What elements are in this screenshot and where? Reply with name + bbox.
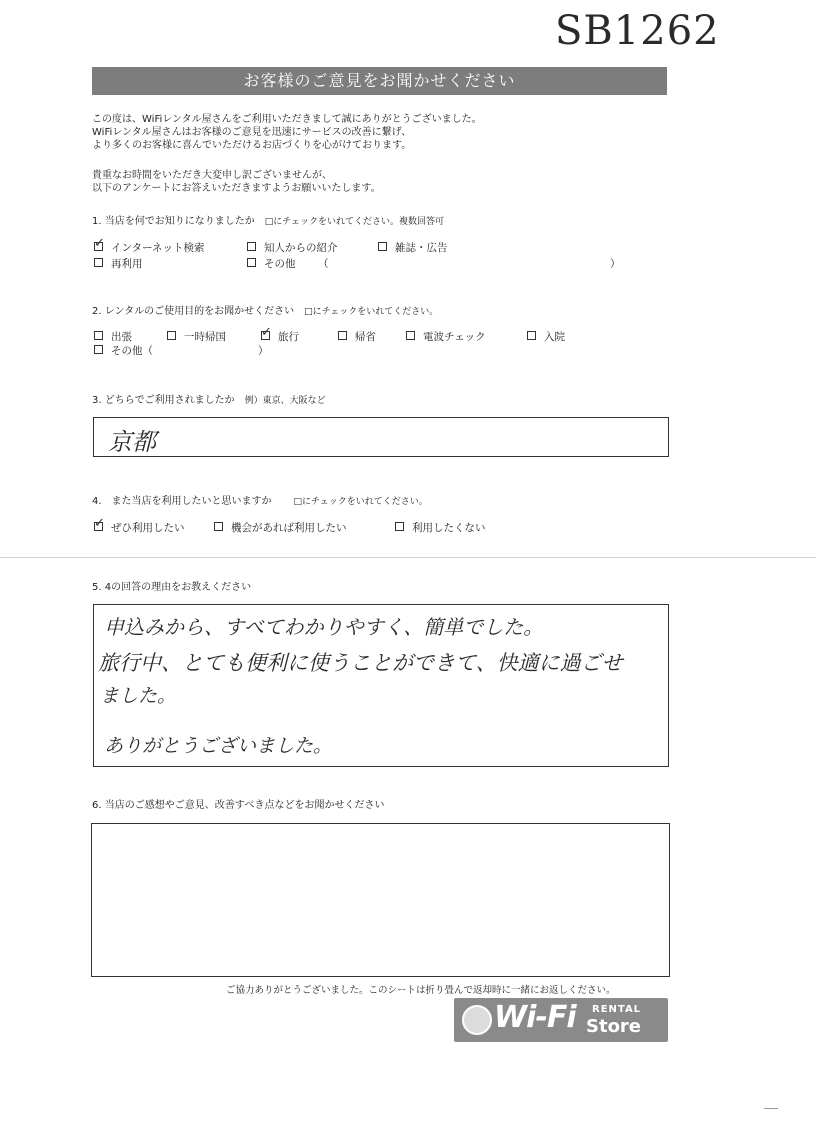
form-title: お客様のご意見をお聞かせください [92,67,667,95]
logo-store-text: Store [586,1016,642,1037]
q3-question [92,391,326,406]
q2-option-signal-check[interactable] [406,329,486,344]
q2-option-label: 電波チェック [423,331,486,343]
checkbox[interactable] [395,522,404,531]
q2-option-homecoming[interactable] [338,329,376,344]
q1-option-label: その他 [264,258,296,270]
mascot-icon [462,1005,492,1035]
q1-option-magazine[interactable] [378,240,448,255]
intro-line: より多くのお客様に喜んでいただけるお店づくりを心がけております。 [92,140,412,151]
footer-thanks: ご協力ありがとうございました。このシートは折り畳んで返却時に一緒にお返しください。 [226,985,616,996]
checkbox-checked[interactable] [94,516,105,531]
q6-question [92,796,385,811]
q5-label: 5. 4の回答の理由をお教えください [92,582,252,593]
check-mark-icon: ✓ [261,325,272,340]
serial-number: SB1262 [555,8,720,54]
intro-paragraph-2 [92,169,381,195]
intro-line: 以下のアンケートにお答えいただきますようお願いいたします。 [92,183,381,194]
q1-option-label: 再利用 [111,258,143,270]
q2-option-hospital[interactable] [527,329,565,344]
q1-option-reuse[interactable] [94,256,143,271]
q4-option-label: 利用したくない [412,522,486,534]
q2-question [92,302,438,317]
q1-question [92,212,444,227]
checkbox[interactable] [94,258,103,267]
q1-option-label: 知人からの紹介 [264,242,338,254]
q2-option-temporary-return[interactable] [167,329,226,344]
q2-option-travel[interactable] [261,325,299,344]
q2-option-label: 入院 [544,331,565,343]
checkbox[interactable] [247,258,256,267]
q1-option-internet[interactable] [94,236,205,255]
q4-option-label: ぜひ利用したい [111,522,185,534]
q5-answer-line: ました。 [100,685,177,707]
q4-note: □にチェックをいれてください。 [293,497,428,507]
intro-line: WiFiレンタル屋さんはお客様のご意見を迅速にサービスの改善に繋げ、 [92,127,412,138]
intro-line: この度は、WiFiレンタル屋さんをご利用いただきまして誠にありがとうございました。 [92,114,482,125]
wifi-rental-store-logo [454,998,668,1042]
q3-answer-text: 京都 [108,428,156,456]
fold-line [0,557,816,558]
logo-wifi-text: Wi-Fi [494,1000,576,1035]
check-mark-icon: ✓ [94,236,105,251]
q4-question [92,492,428,507]
q2-option-label: 一時帰国 [184,331,226,343]
q2-label: 2. レンタルのご使用目的をお聞かせください [92,306,295,317]
q4-option-no[interactable] [395,520,486,535]
checkbox[interactable] [167,331,176,340]
q1-option-other[interactable] [247,256,296,271]
intro-line: 貴重なお時間をいただき大変申し訳ございませんが、 [92,170,332,181]
q2-other-open-paren: （ [142,345,153,357]
q5-question [92,578,251,593]
checkbox[interactable] [338,331,347,340]
q5-answer-line: 旅行中、とても便利に使うことができて、快適に過ごせ [98,651,623,675]
q1-option-acquaintance[interactable] [247,240,338,255]
q1-option-label: インターネット検索 [111,242,205,254]
q2-option-label: 帰省 [355,331,376,343]
q2-option-label: 旅行 [278,331,299,343]
checkbox[interactable] [378,242,387,251]
q4-label: 4. また当店を利用したいと思いますか [92,496,272,507]
checkbox[interactable] [94,331,103,340]
q5-answer-line: 申込みから、すべてわかりやすく、簡単でした。 [104,615,544,639]
q4-option-if-opportunity[interactable] [214,520,347,535]
checkbox[interactable] [527,331,536,340]
check-mark-icon: ✓ [94,516,105,531]
q2-option-business-trip[interactable] [94,329,132,344]
logo-rental-text: RENTAL [592,1004,642,1015]
q3-answer-box[interactable] [93,417,669,457]
q6-label: 6. 当店のご感想やご意見、改善すべき点などをお聞かせください [92,800,385,811]
checkbox[interactable] [406,331,415,340]
checkbox-checked[interactable] [94,236,105,251]
q3-label: 3. どちらでご利用されましたか [92,395,235,406]
q1-note: □にチェックをいれてください。複数回答可 [264,217,444,227]
q2-option-other[interactable] [94,343,153,358]
q2-other-close-paren: ） [258,345,269,357]
q1-label: 1. 当店を何でお知りになりましたか [92,216,255,227]
crop-mark [764,1108,778,1109]
q5-answer-box[interactable] [93,604,669,767]
q3-example: 例）東京、大阪など [244,396,326,406]
q5-answer-line: ありがとうございました。 [104,735,333,757]
q1-option-label: 雑誌・広告 [395,242,448,254]
checkbox[interactable] [247,242,256,251]
q1-other-open-paren: （ [318,258,329,270]
q2-option-label: その他 [111,345,143,357]
q2-note: □にチェックをいれてください。 [304,307,439,317]
checkbox[interactable] [214,522,223,531]
q6-answer-box[interactable] [91,823,670,977]
q4-option-definitely[interactable] [94,516,185,535]
q4-option-label: 機会があれば利用したい [231,522,347,534]
q2-option-label: 出張 [111,331,132,343]
q1-other-close-paren: ） [610,258,621,270]
checkbox[interactable] [94,345,103,354]
checkbox-checked[interactable] [261,325,272,340]
intro-paragraph-1 [92,113,482,152]
